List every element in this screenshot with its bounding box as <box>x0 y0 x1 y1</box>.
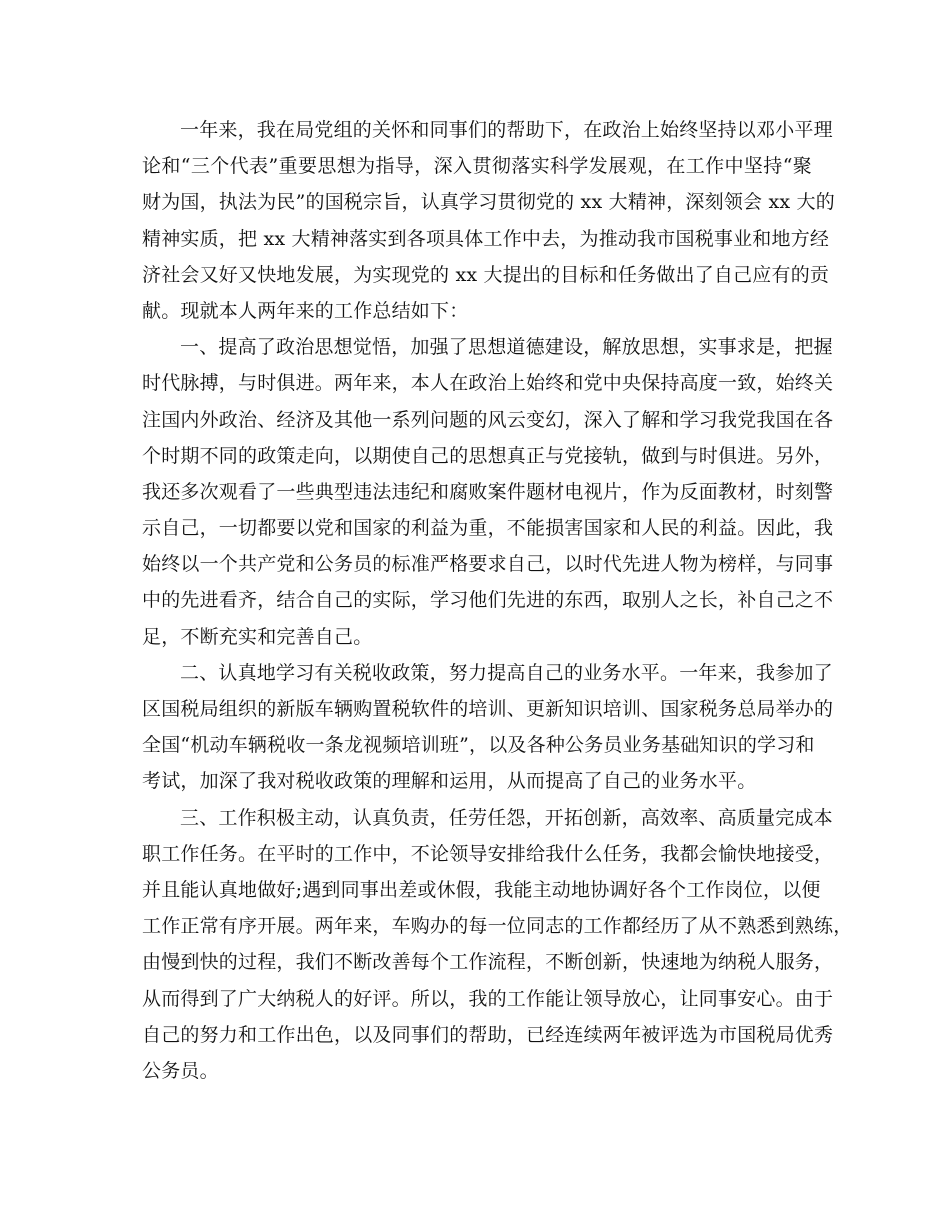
text-line: 二、认真地学习有关税收政策，努力提高自己的业务水平。一年来，我参加了 <box>180 661 833 684</box>
text-line: 一、提高了政治思想觉悟，加强了思想道德建设，解放思想，实事求是，把握 <box>180 336 833 359</box>
text-line: 并且能认真地做好;遇到同事出差或休假，我能主动地协调好各个工作岗位，以便 <box>142 878 821 901</box>
text-line: 三、工作积极主动，认真负责，任劳任怨，开拓创新，高效率、高质量完成本 <box>180 806 833 829</box>
text-line: 财为国，执法为民”的国税宗旨，认真学习贯彻党的 xx 大精神，深刻领会 xx 大的 <box>142 191 835 214</box>
text-line: 全国“机动车辆税收一条龙视频培训班”，以及各种公务员业务基础知识的学习和 <box>142 734 815 757</box>
text-line: 献。现就本人两年来的工作总结如下： <box>142 299 469 322</box>
paragraph <box>142 655 834 800</box>
text-line: 精神实质，把 xx 大精神落实到各项具体工作中去，为推动我市国税事业和地方经 <box>142 227 830 250</box>
text-line: 自己的努力和工作出色，以及同事们的帮助，已经连续两年被评选为市国税局优秀 <box>142 1023 834 1046</box>
text-line: 济社会又好又快地发展，为实现党的 xx 大提出的目标和任务做出了自己应有的贡 <box>142 263 830 286</box>
text-line: 公务员。 <box>142 1059 219 1082</box>
text-line: 由慢到快的过程，我们不断改善每个工作流程，不断创新，快速地为纳税人服务， <box>142 951 834 974</box>
text-line: 一年来，我在局党组的关怀和同事们的帮助下，在政治上始终坚持以邓小平理 <box>180 119 833 141</box>
text-line: 中的先进看齐，结合自己的实际，学习他们先进的东西，取别人之长，补自己之不 <box>142 589 834 612</box>
text-line: 职工作任务。在平时的工作中，不论领导安排给我什么任务，我都会愉快地接受， <box>142 842 834 865</box>
text-line: 区国税局组织的新版车辆购置税软件的培训、更新知识培训、国家税务总局举办的 <box>142 698 834 720</box>
text-line: 考试，加深了我对税收政策的理解和运用，从而提高了自己的业务水平。 <box>142 770 757 793</box>
paragraph <box>142 112 835 329</box>
text-line: 从而得到了广大纳税人的好评。所以，我的工作能让领导放心，让同事安心。由于 <box>142 987 834 1010</box>
paragraph <box>142 800 853 1090</box>
text-line: 始终以一个共产党和公务员的标准严格要求自己，以时代先进人物为榜样，与同事 <box>142 553 834 576</box>
text-line: 注国内外政治、经济及其他一系列问题的风云变幻，深入了解和学习我党我国在各 <box>142 408 834 431</box>
paragraph <box>142 329 834 655</box>
text-line: 论和“三个代表”重要思想为指导，深入贯彻落实科学发展观，在工作中坚持“聚 <box>142 155 812 178</box>
text-line: 个时期不同的政策走向，以期使自己的思想真正与党接轨，做到与时俱进。另外， <box>142 444 834 467</box>
text-line: 时代脉搏，与时俱进。两年来，本人在政治上始终和党中央保持高度一致，始终关 <box>142 372 834 395</box>
text-line: 足，不断充实和完善自己。 <box>142 625 373 648</box>
text-line: 工作正常有序开展。两年来，车购办的每一位同志的工作都经历了从不熟悉到熟练， <box>142 915 853 938</box>
text-line: 示自己，一切都要以党和国家的利益为重，不能损害国家和人民的利益。因此，我 <box>142 517 834 540</box>
document-page <box>142 112 853 1089</box>
text-line: 我还多次观看了一些典型违法违纪和腐败案件题材电视片，作为反面教材，时刻警 <box>142 480 834 503</box>
